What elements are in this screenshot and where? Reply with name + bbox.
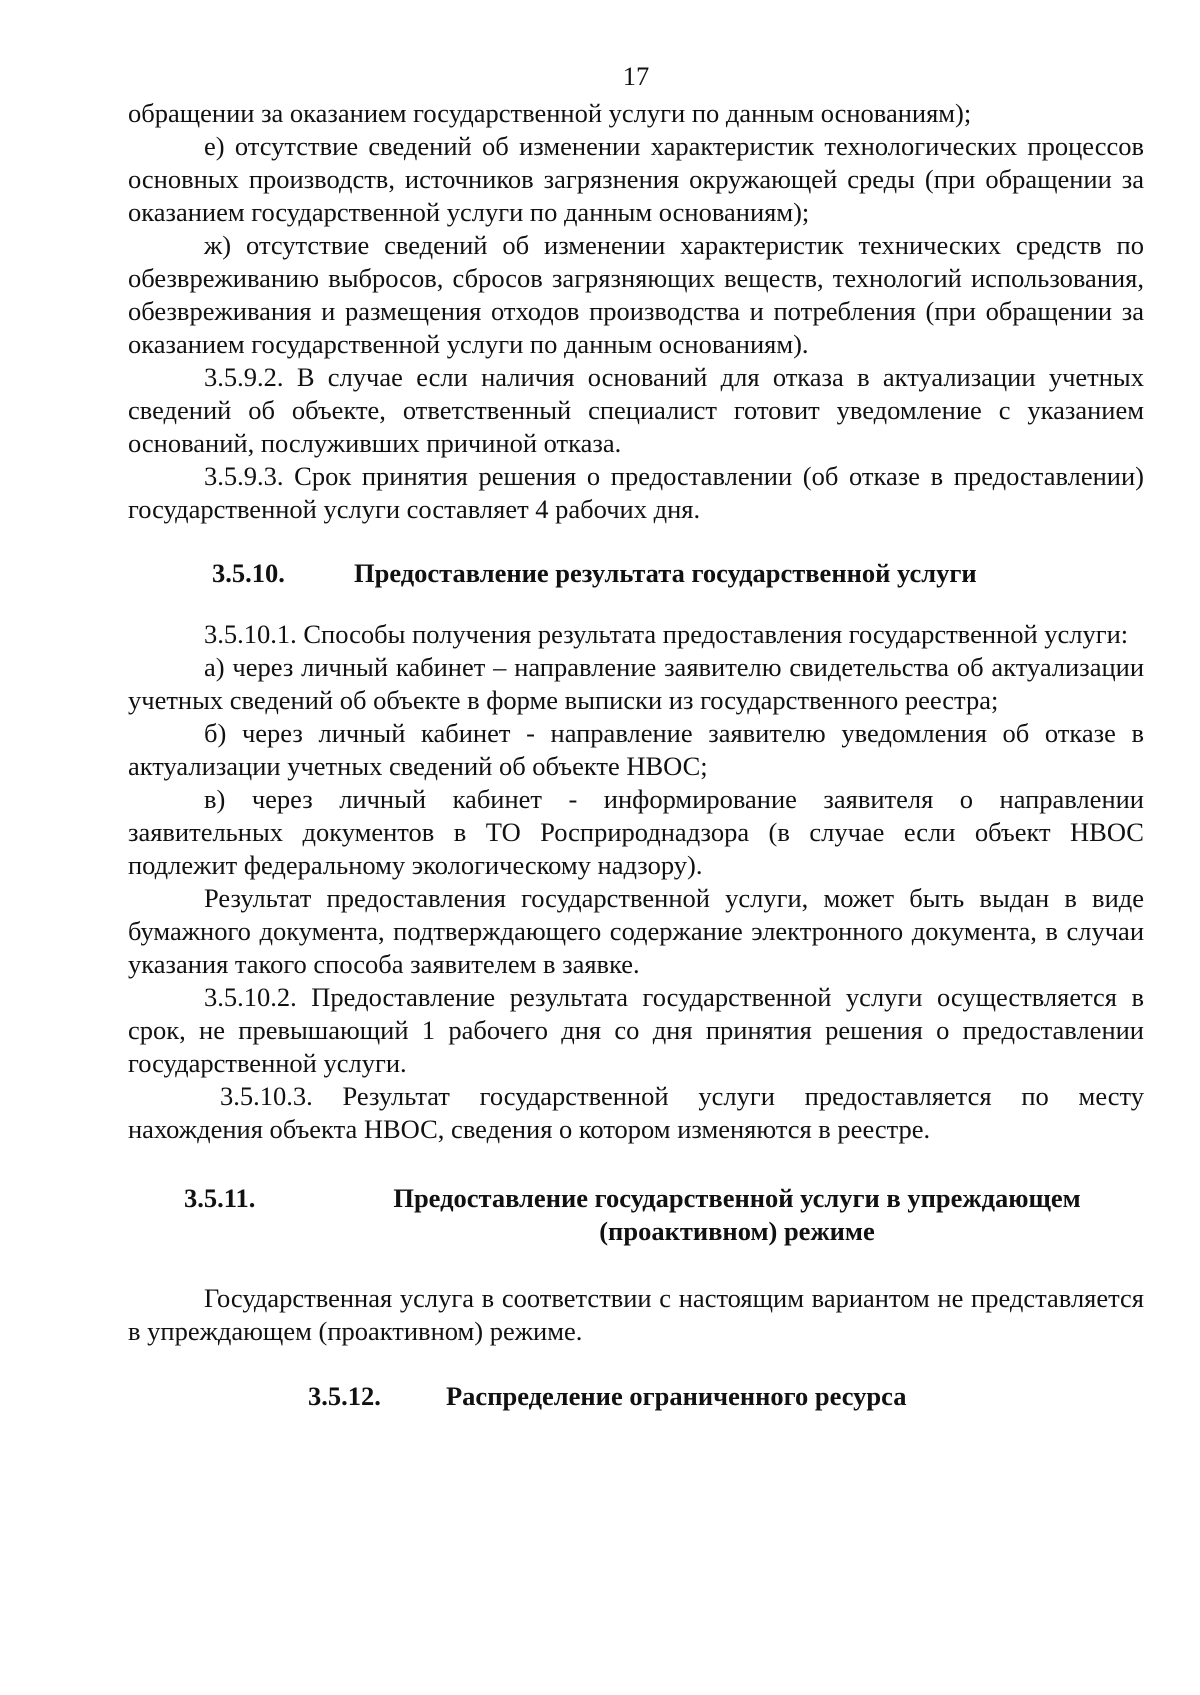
section-number: 3.5.10. <box>212 558 285 588</box>
section-title: Распределение ограниченного ресурса <box>446 1381 907 1411</box>
paragraph: 3.5.9.2. В случае если наличия оснований для отказа в актуализации учетных сведений об объекте, ответственный специалист готовит уведомление с указанием оснований, послуживших причиной отказа. <box>128 362 1144 458</box>
paragraph: 3.5.9.3. Срок принятия решения о предоставлении (об отказе в предоставлении) государственной услуги составляет 4 рабочих дня. <box>128 461 1144 524</box>
paragraph: ж) отсутствие сведений об изменении характеристик технических средств по обезвреживанию выбросов, сбросов загрязняющих веществ, технологий использования, обезвреживания и размещения отходов производства и потребления (при обращении за оказанием государственной услуги по данным основаниям). <box>128 230 1144 359</box>
paragraph: Государственная услуга в соответствии с настоящим вариантом не представляется в упреждающем (проактивном) режиме. <box>128 1283 1144 1346</box>
section-heading-3-5-12 <box>128 1380 1144 1413</box>
paragraph: а) через личный кабинет – направление заявителю свидетельства об актуализации учетных сведений об объекте в форме выписки из государственного реестра; <box>128 652 1144 715</box>
section-heading-3-5-11 <box>128 1182 1144 1248</box>
paragraph: е) отсутствие сведений об изменении характеристик технологических процессов основных производств, источников загрязнения окружающей среды (при обращении за оказанием государственной услуги по данным основаниям); <box>128 131 1144 227</box>
paragraph: 3.5.10.2. Предоставление результата государственной услуги осуществляется в срок, не превышающий 1 рабочего дня со дня принятия решения о предоставлении государственной услуги. <box>128 982 1144 1078</box>
section-title: Предоставление результата государственной услуги <box>354 558 977 588</box>
paragraph: б) через личный кабинет - направление заявителю уведомления об отказе в актуализации учетных сведений об объекте НВОС; <box>128 718 1144 781</box>
section-heading-3-5-10 <box>128 557 1144 590</box>
paragraph: 3.5.10.3. Результат государственной услуги предоставляется по месту нахождения объекта НВОС, сведения о котором изменяются в реестре. <box>128 1081 1144 1144</box>
section-number: 3.5.11. <box>184 1183 256 1213</box>
document-page <box>128 60 1144 1441</box>
paragraph: в) через личный кабинет - информирование заявителя о направлении заявительных документов в ТО Росприроднадзора (в случае если объект НВОС подлежит федеральному экологическому надзору). <box>128 784 1144 880</box>
section-title: Предоставление государственной услуги в упреждающем (проактивном) режиме <box>393 1183 1081 1246</box>
paragraph: Результат предоставления государственной услуги, может быть выдан в виде бумажного документа, подтверждающего содержание электронного документа, в случаи указания такого способа заявителем в заявке. <box>128 883 1144 979</box>
page-number: 17 <box>622 61 650 91</box>
paragraph: 3.5.10.1. Способы получения результата предоставления государственной услуги: <box>204 619 1129 649</box>
section-number: 3.5.12. <box>308 1381 381 1411</box>
paragraph: обращении за оказанием государственной услуги по данным основаниям); <box>128 98 972 128</box>
